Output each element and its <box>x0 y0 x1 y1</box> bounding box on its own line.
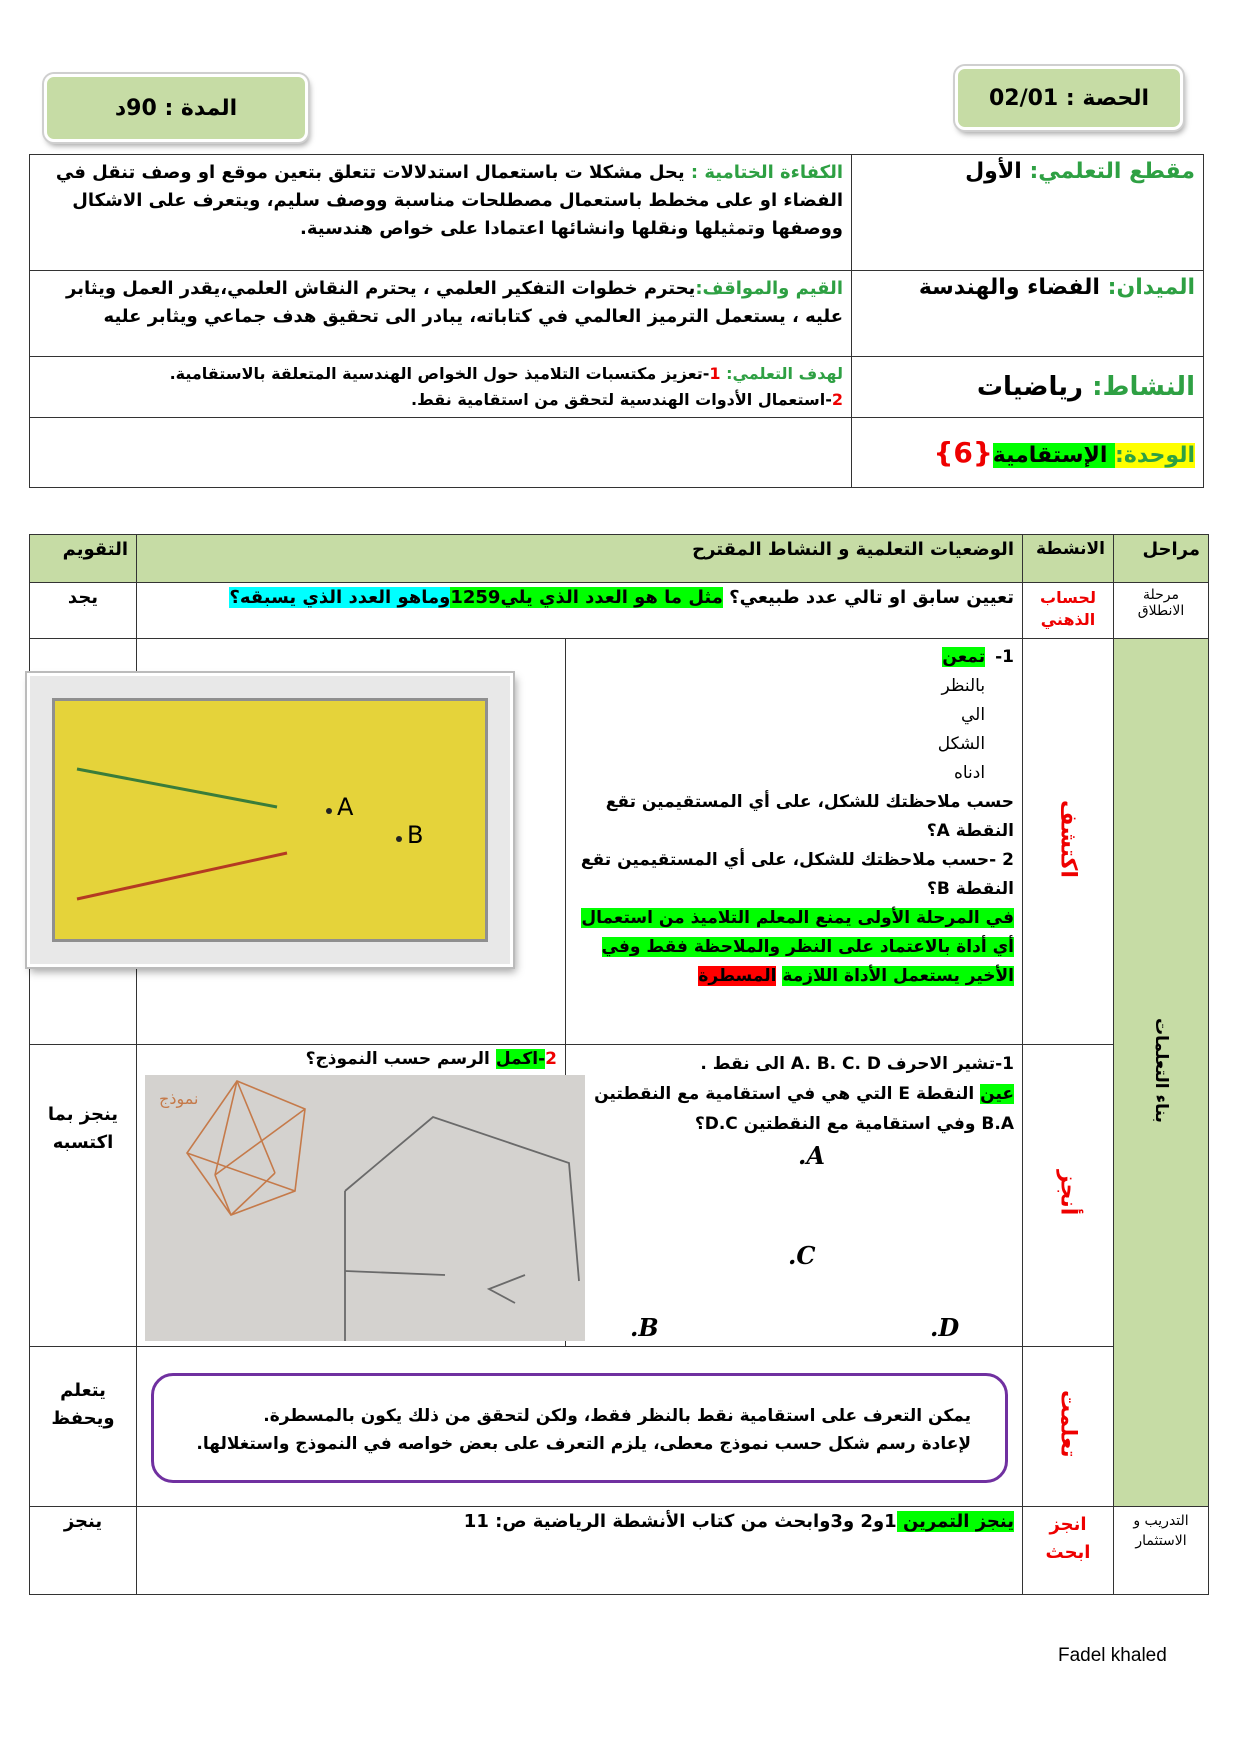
activity-label: النشاط: <box>1092 372 1195 402</box>
learned-line1: يمكن التعرف على استقامية نقط بالنظر فقط، ولكن لتحقق من ذلك يكون بالمسطرة. <box>263 1406 971 1426</box>
point-a-label: A <box>337 793 354 821</box>
goal-1-text: -تعزيز مكتسبات التلاميذ حول الخواص الهندسية المتعلقة بالاستقامية. <box>169 364 710 383</box>
model-label: نموذج <box>159 1089 199 1108</box>
practice-text-rest: 1و2 و3وابحث من كتاب الأنشطة الرياضية ص: 11 <box>463 1511 897 1532</box>
session-badge <box>955 66 1183 130</box>
apply-pt-b: B. <box>630 1313 659 1342</box>
launch-activity-line1: لحساب <box>1040 588 1096 607</box>
apply-q2-rest: النقطة E التي هي في استقامية مع النقطتين B.A وفي استقامية مع النقطتين D.C؟ <box>594 1084 1014 1134</box>
practice-text-green: ينجز التمرين <box>896 1511 1014 1532</box>
goal-1-num: 1 <box>709 364 721 383</box>
build-stage-cell <box>1114 639 1209 1507</box>
info-table <box>29 154 1204 488</box>
discover-figure <box>27 673 513 967</box>
competence-text: يحل مشكلا ت باستعمال استدلالات تتعلق بتعين موقع او وصف تنقل في الفضاء او على مخطط باستعمال مصطلحات مناسبة ووصف سليم، ويتعرف على الاشكال ووصفها وتمثيلها ونقلها وانشائها اعتمادا على خواص هندسية. <box>55 162 843 239</box>
apply-q3-green: -اكمل <box>495 1049 546 1069</box>
launch-stage: مرحلة الانطلاق <box>1114 583 1209 639</box>
competence-label: الكفاءة الختامية : <box>690 162 843 183</box>
unit-number: {6} <box>933 436 993 469</box>
learned-activity-cell <box>1023 1347 1114 1507</box>
discover-activity-cell <box>1023 639 1114 1045</box>
apply-text-cell <box>566 1045 1023 1347</box>
duration-label: المدة : 90د <box>114 95 238 121</box>
apply-activity: أنجز <box>1055 1170 1081 1216</box>
point-b-label: B <box>407 821 424 849</box>
goal-label: لهدف التعلمي: <box>720 364 843 383</box>
practice-text <box>137 1507 1023 1595</box>
point-a-dot <box>326 808 332 814</box>
unit-label: الوحدة: <box>1115 443 1195 468</box>
launch-text-plain: تعيين سابق او تالي عدد طبيعي؟ <box>722 587 1014 608</box>
discover-task-green: تمعن <box>942 647 986 667</box>
discover-task-rest: بالنظر الي الشكل ادناه <box>937 676 986 783</box>
col-activities: الانشطة <box>1023 535 1114 583</box>
practice-eval: ينجز <box>30 1507 137 1595</box>
build-stage: بناء التعلمات <box>1151 1017 1171 1123</box>
segment-label: مقطع التعلمي: <box>1029 159 1195 184</box>
line-bottom <box>77 853 287 899</box>
launch-activity-line2: الذهني <box>1040 610 1096 629</box>
col-evaluation: التقويم <box>30 535 137 583</box>
field-label: الميدان: <box>1107 275 1195 300</box>
discover-figure-cell <box>137 639 566 1045</box>
learned-eval-cell <box>30 1347 137 1507</box>
values-text: يحترم خطوات التفكير العلمي ، يحترم النقاش العلمي،يقدر العمل ويثابر عليه ، يستعمل الترميز العالمي في كتاباته، يبادر الى تحقيق هدف جماعي ويثابر عليه <box>66 278 843 327</box>
activity-value: رياضيات <box>976 372 1093 402</box>
lesson-table <box>29 534 1209 1595</box>
discover-activity: اكتشف <box>1055 800 1081 878</box>
apply-pt-d: D. <box>930 1313 960 1342</box>
apply-eval-cell <box>30 1045 137 1347</box>
duration-badge <box>44 74 308 142</box>
apply-figure-cell <box>137 1045 566 1347</box>
unit-value: الإستقامية <box>992 443 1116 468</box>
apply-pt-a: A. <box>798 1141 825 1170</box>
learned-box <box>151 1373 1008 1483</box>
discover-text-cell <box>566 639 1023 1045</box>
activity-cell <box>852 357 1204 418</box>
model-shape <box>187 1081 305 1215</box>
learned-activity: تعلمت <box>1055 1390 1081 1458</box>
goal-2-text: -استعمال الأدوات الهندسية لتحقق من استقامية نقط. <box>411 390 832 409</box>
apply-q3-rest: الرسم حسب النموذج؟ <box>305 1049 496 1069</box>
segment-value: الأول <box>965 159 1030 184</box>
learned-line2: لإعادة رسم شكل حسب نموذج معطى، يلزم التعرف على بعض خواصه في النموذج واستغلالها. <box>196 1434 971 1454</box>
practice-stage: التدريب و الاستثمار <box>1114 1507 1209 1595</box>
learned-cell <box>137 1347 1023 1507</box>
launch-eval: يجد <box>30 583 137 639</box>
discover-note-green: في المرحلة الأولى يمنع المعلم التلاميذ من استعمال أي أداة بالاعتماد على النظر والملاحظة فقط وفي الأخير يستعمل الأداة اللازمة <box>581 908 1014 986</box>
apply-activity-cell <box>1023 1045 1114 1347</box>
values-cell <box>30 271 852 357</box>
point-b-dot <box>396 836 402 842</box>
field-value: الفضاء والهندسة <box>918 275 1108 300</box>
col-situations: الوضعيات التعلمية و النشاط المقترح <box>137 535 1023 583</box>
launch-text <box>137 583 1023 639</box>
author-footer: Fadel khaled <box>1058 1645 1167 1666</box>
unit-empty-cell <box>30 418 852 488</box>
apply-q3-num: 2 <box>545 1049 557 1069</box>
incomplete-shape <box>345 1117 579 1341</box>
model-drawing <box>145 1075 585 1341</box>
competence-cell <box>30 155 852 271</box>
apply-eval: ينجز بما اكتسبه <box>47 1104 119 1153</box>
discover-num: 1- <box>995 647 1014 667</box>
apply-q1: 1-تشير الاحرف A. B. C. D الى نقط . <box>700 1054 1014 1074</box>
discover-q1: حسب ملاحظتك للشكل، على أي المستقيمين تقع النقطة A؟ <box>605 792 1014 841</box>
unit-cell <box>852 418 1204 488</box>
discover-q2: 2 -حسب ملاحظتك للشكل، على أي المستقيمين تقع النقطة B؟ <box>580 850 1014 899</box>
goal-cell <box>30 357 852 418</box>
discover-note-red: المسطرة <box>698 966 777 986</box>
apply-q2-green: عين <box>980 1084 1014 1104</box>
line-top <box>77 769 277 807</box>
segment-cell <box>852 155 1204 271</box>
launch-activity <box>1023 583 1114 639</box>
lines-figure <box>55 701 485 939</box>
field-cell <box>852 271 1204 357</box>
launch-text-green: مثل ما هو العدد الذي يلي1259 <box>450 587 723 608</box>
model-figure <box>145 1075 585 1341</box>
session-label: الحصة : 02/01 <box>988 85 1150 111</box>
launch-text-cyan: وماهو العدد الذي يسبقه؟ <box>229 587 451 608</box>
values-label: القيم والمواقف: <box>695 278 843 299</box>
practice-activity: انجز ابحث <box>1023 1507 1114 1595</box>
goal-2-num: 2 <box>831 390 843 409</box>
learned-eval: يتعلم ويحفظ <box>51 1380 115 1429</box>
col-stages: مراحل <box>1114 535 1209 583</box>
apply-pt-c: C. <box>788 1241 816 1270</box>
